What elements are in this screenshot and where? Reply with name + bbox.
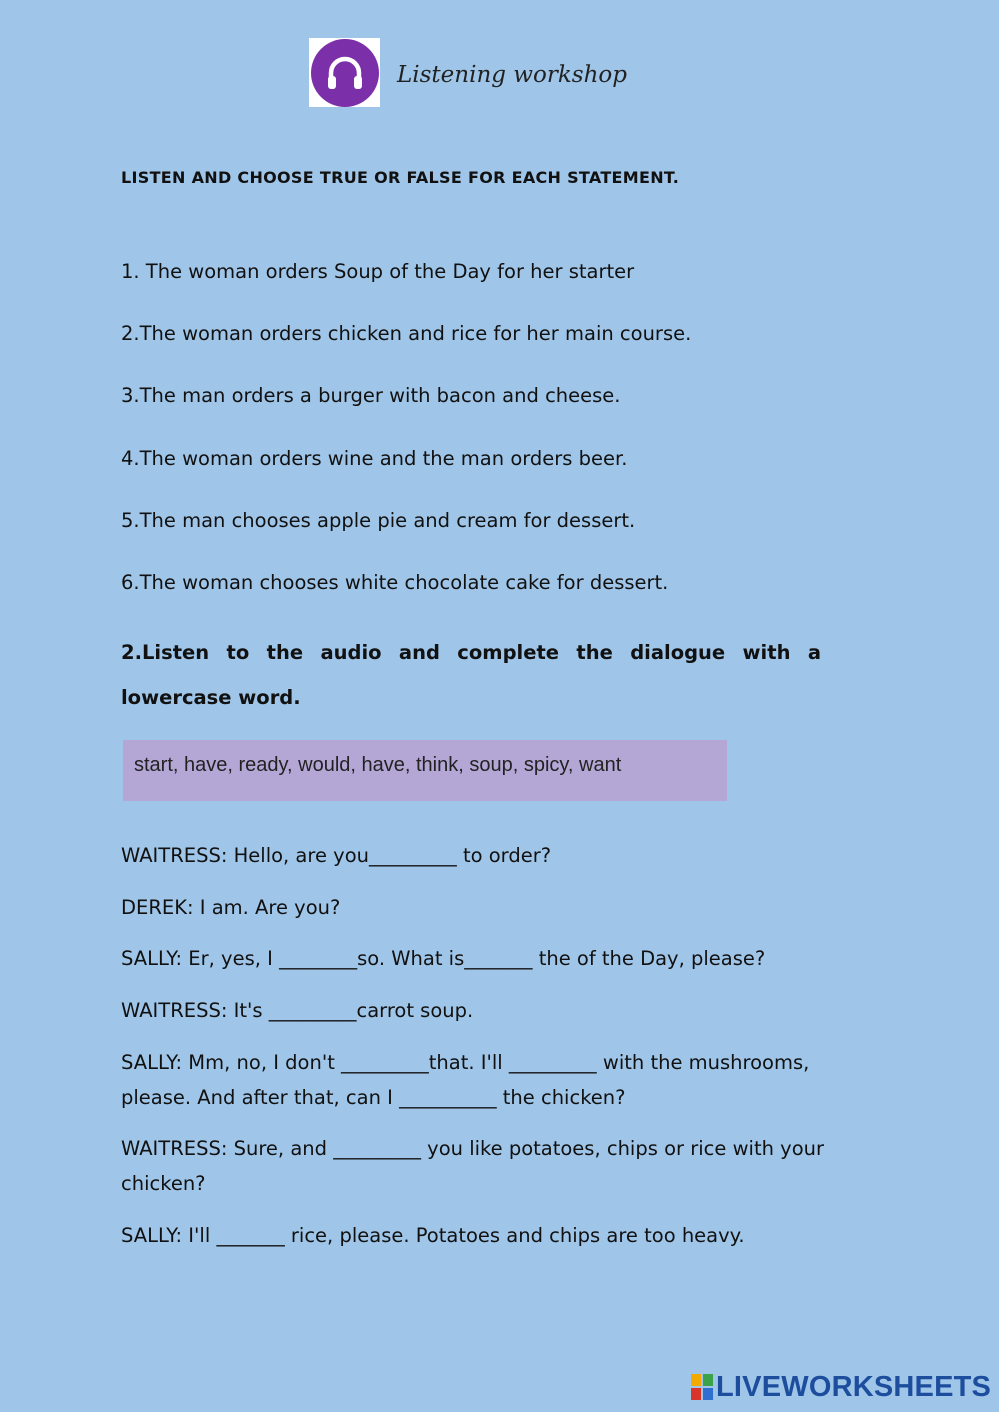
statement-3: 3.The man orders a burger with bacon and cheese. xyxy=(121,384,621,407)
dialogue-line-2: DEREK: I am. Are you? xyxy=(121,896,341,919)
page-title: Listening workshop xyxy=(397,62,627,88)
dialogue-line-5: SALLY: Mm, no, I don't _________that. I'll _________ with the mushrooms, please. And after that, can I __________ the chicken? xyxy=(121,1051,816,1109)
headphones-icon xyxy=(321,49,369,97)
statement-2: 2.The woman orders chicken and rice for her main course. xyxy=(121,322,692,345)
liveworksheets-icon xyxy=(691,1374,713,1400)
brand-name: LIVEWORKSHEETS xyxy=(716,1370,992,1403)
statement-4: 4.The woman orders wine and the man orders beer. xyxy=(121,447,628,470)
dialogue-line-3: SALLY: Er, yes, I ________so. What is_______ the of the Day, please? xyxy=(121,947,766,970)
headphones-logo xyxy=(309,38,380,107)
dialogue-line-7: SALLY: I'll _______ rice, please. Potatoes and chips are too heavy. xyxy=(121,1224,745,1247)
instruction-heading: LISTEN AND CHOOSE TRUE OR FALSE FOR EACH STATEMENT. xyxy=(121,168,680,187)
word-bank-text: start, have, ready, would, have, think, soup, spicy, want xyxy=(134,754,622,776)
dialogue-line-4: WAITRESS: It's _________carrot soup. xyxy=(121,999,474,1022)
statement-6: 6.The woman chooses white chocolate cake for dessert. xyxy=(121,571,669,594)
statement-5: 5.The man chooses apple pie and cream for dessert. xyxy=(121,509,636,532)
dialogue-line-6: WAITRESS: Sure, and _________ you like potatoes, chips or rice with your chicken? xyxy=(121,1137,831,1195)
statement-1: 1. The woman orders Soup of the Day for her starter xyxy=(121,260,635,283)
word-bank xyxy=(123,740,727,801)
liveworksheets-logo xyxy=(691,1372,991,1402)
dialogue-line-1: WAITRESS: Hello, are you_________ to order? xyxy=(121,844,552,867)
section-2-heading: 2.Listen to the audio and complete the dialogue with a lowercase word. xyxy=(121,641,821,709)
